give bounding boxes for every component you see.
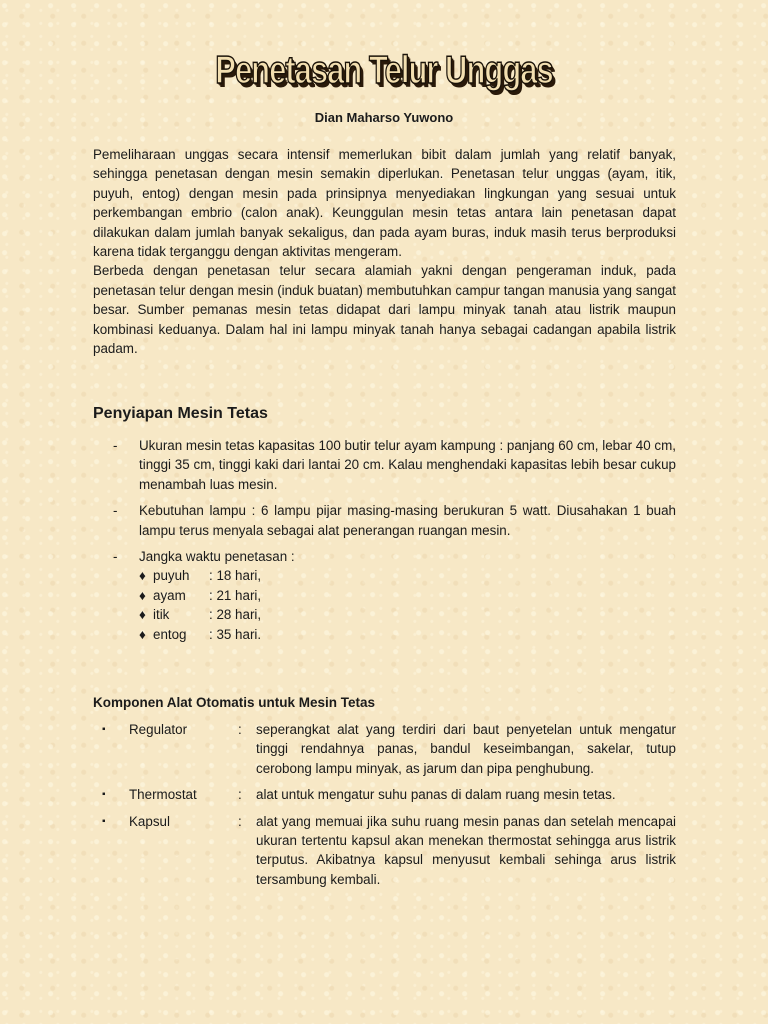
duration-row xyxy=(139,566,676,585)
komponen-list xyxy=(93,720,676,896)
section-heading-penyiapan: Penyiapan Mesin Tetas xyxy=(93,405,268,422)
diamond-bullet-icon: ♦ xyxy=(139,568,146,584)
section-heading-komponen: Komponen Alat Otomatis untuk Mesin Tetas xyxy=(93,695,376,710)
square-bullet-icon: ▪ xyxy=(102,789,106,801)
duration-value: : 28 hari, xyxy=(209,607,262,623)
component-description: alat yang memuai jika suhu ruang mesin panas dan setelah mencapai ukuran tertentu kapsul akan menekan thermostat sehingga arus listrik terputus. Akibatnya kapsul menyusut kembali sehinga arus listrik tersambung kembali. xyxy=(256,813,676,887)
dash-marker: - xyxy=(113,503,118,519)
intro-paragraph-2: Berbeda dengan penetasan telur secara alamiah yakni dengan pengeraman induk, pada penetasan telur dengan mesin (induk buatan) membutuhkan campur tangan manusia yang sangat besar. Sumber pemanas mesin tetas didapat dari lampu minyak tanah atau listrik maupun kombinasi keduanya. Dalam hal ini lampu minyak tanah hanya sebagai cadangan apabila listrik padam. xyxy=(93,263,676,357)
component-label: Regulator xyxy=(129,722,188,737)
component-description: alat untuk mengatur suhu panas di dalam ruang mesin tetas. xyxy=(256,787,616,803)
penyiapan-list xyxy=(93,436,676,651)
duration-value: : 35 hari. xyxy=(209,626,262,642)
component-row xyxy=(93,785,676,804)
dash-marker: - xyxy=(113,438,118,453)
list-item xyxy=(93,501,676,540)
duration-row xyxy=(139,625,676,644)
diamond-bullet-icon: ♦ xyxy=(139,607,146,623)
component-description: seperangkat alat yang terdiri dari baut penyetelan untuk mengatur tinggi rendahnya panas, bandul keseimbangan, sakelar, tutup cerobong lampu minyak, as jarum dan pipa penghubung. xyxy=(256,722,676,776)
list-item xyxy=(93,547,676,644)
list-item-text: Jangka waktu penetasan : xyxy=(139,549,295,565)
duration-name: itik xyxy=(153,607,170,623)
list-item-text: Kebutuhan lampu : 6 lampu pijar masing-masing berukuran 5 watt. Diusahakan 1 buah lampu terus menyala sebagai alat penerangan ruangan mesin. xyxy=(139,503,676,538)
duration-name: puyuh xyxy=(153,568,190,584)
diamond-bullet-icon: ♦ xyxy=(139,626,146,642)
diamond-bullet-icon: ♦ xyxy=(139,587,146,603)
colon-separator: : xyxy=(238,813,242,829)
duration-row xyxy=(139,586,676,605)
duration-value: : 18 hari, xyxy=(209,568,262,584)
author-name: Dian Maharso Yuwono xyxy=(314,110,454,125)
colon-separator: : xyxy=(238,722,242,737)
component-row xyxy=(93,720,676,778)
intro-section xyxy=(93,145,676,358)
colon-separator: : xyxy=(238,787,242,803)
component-label: Thermostat xyxy=(129,787,197,803)
intro-paragraph-1: Pemeliharaan unggas secara intensif memerlukan bibit dalam jumlah yang relatif banyak, sehingga penetasan dengan mesin semakin diperlukan. Penetasan telur unggas (ayam, itik, puyuh, entog) dengan mesin pada prinsipnya menyediakan lingkungan yang sesuai untuk perkembangan embrio (calon anak). Keunggulan mesin tetas antara lain penetasan dapat dilakukan dalam jumlah banyak sekaligus, dan pada ayam buras, induk masih terus berproduksi karena tidak terganggu dengan aktivitas mengeram. xyxy=(93,147,676,260)
duration-row xyxy=(139,605,676,624)
list-item-text: Ukuran mesin tetas kapasitas 100 butir telur ayam kampung : panjang 60 cm, lebar 40 cm, tinggi 35 cm, tinggi kaki dari lantai 20 cm. Kalau menghendaki kapasitas lebih besar cukup menambah luas mesin. xyxy=(139,438,676,492)
square-bullet-icon: ▪ xyxy=(102,724,106,735)
duration-name: entog xyxy=(153,626,187,642)
duration-value: : 21 hari, xyxy=(209,587,262,603)
square-bullet-icon: ▪ xyxy=(102,815,106,827)
duration-name: ayam xyxy=(153,587,186,603)
component-label: Kapsul xyxy=(129,813,170,829)
dash-marker: - xyxy=(113,549,118,565)
component-row xyxy=(93,812,676,890)
list-item xyxy=(93,436,676,494)
document-title: Penetasan Telur Unggas xyxy=(215,48,553,92)
